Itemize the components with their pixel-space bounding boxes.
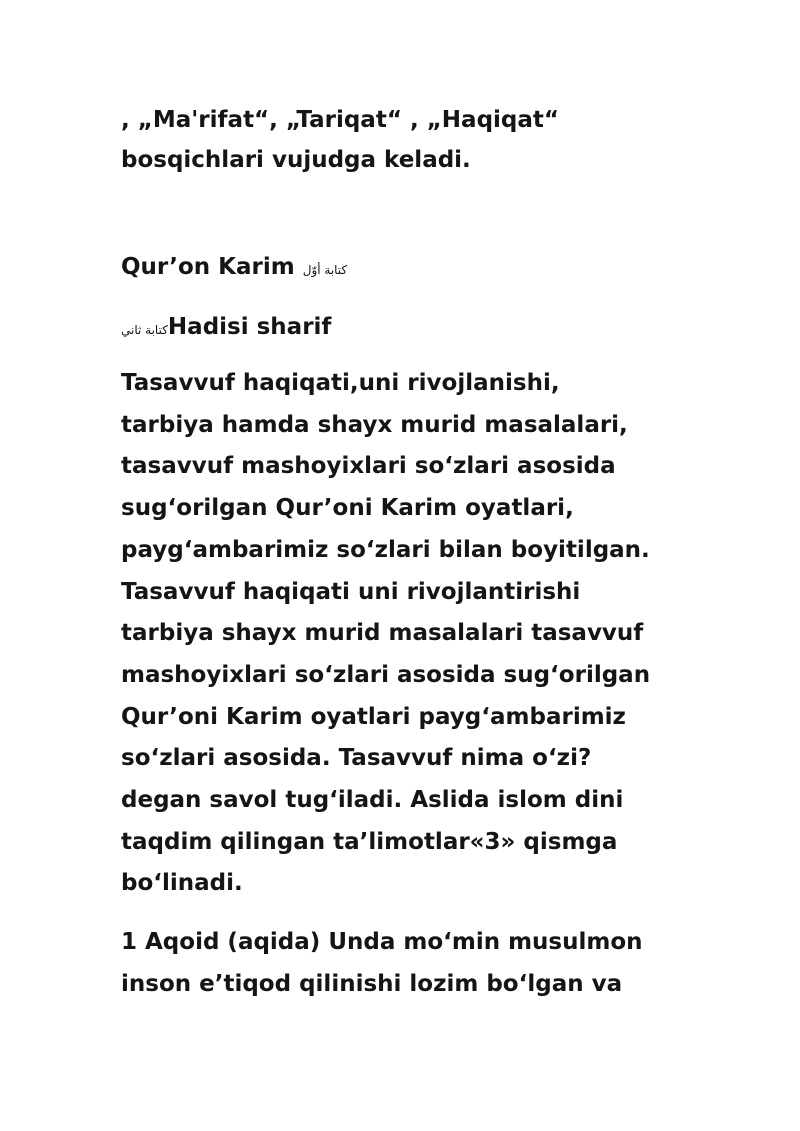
body-line: tasavvuf mashoyixlari so‘zlari asosida [121,453,616,480]
body-line: so‘zlari asosida. Tasavvuf nima o‘zi? [121,745,592,772]
body-paragraph [121,363,681,905]
body-line: tarbiya shayx murid masalalari tasavvuf [121,620,644,647]
list-line: 1 Aqoid (aqida) Unda mo‘min musulmon [121,929,643,955]
intro-paragraph [121,100,681,180]
body-line: Qur’oni Karim oyatlari payg‘ambarimiz [121,703,626,730]
intro-line: bosqichlari vujudga keladi. [121,147,471,173]
body-line: Tasavvuf haqiqati,uni rivojlanishi, [121,370,560,396]
body-line: Tasavvuf haqiqati uni rivojlantirishi [121,578,581,605]
list-paragraph [121,922,681,1005]
document-page [121,100,681,997]
body-line: sug‘orilgan Qur’oni Karim oyatlari, [121,495,574,522]
body-line: taqdim qilingan ta’limotlar«3» qismga [121,828,618,855]
quran-heading [121,252,347,285]
body-line: mashoyixlari so‘zlari asosida sug‘orilgan [121,661,651,688]
intro-line: , „Ma'rifat“, „Tariqat“ , „Haqiqat“ [121,107,560,133]
quran-heading-text: Qur’on Karim [121,254,295,280]
body-line: payg‘ambarimiz so‘zlari bilan boyitilgan. [121,536,650,563]
hadis-heading-arabic: كتابة ثاني [121,323,168,337]
hadis-heading [121,312,331,345]
quran-heading-arabic: كتابة أوّل [302,263,348,277]
hadis-heading-text: Hadisi sharif [167,314,332,340]
body-line: bo‘linadi. [121,870,243,897]
body-line: tarbiya hamda shayx murid masalalari, [121,411,628,438]
list-line: inson e’tiqod qilinishi lozim bo‘lgan va [121,970,623,997]
body-line: degan savol tug‘iladi. Aslida islom dini [121,787,624,814]
